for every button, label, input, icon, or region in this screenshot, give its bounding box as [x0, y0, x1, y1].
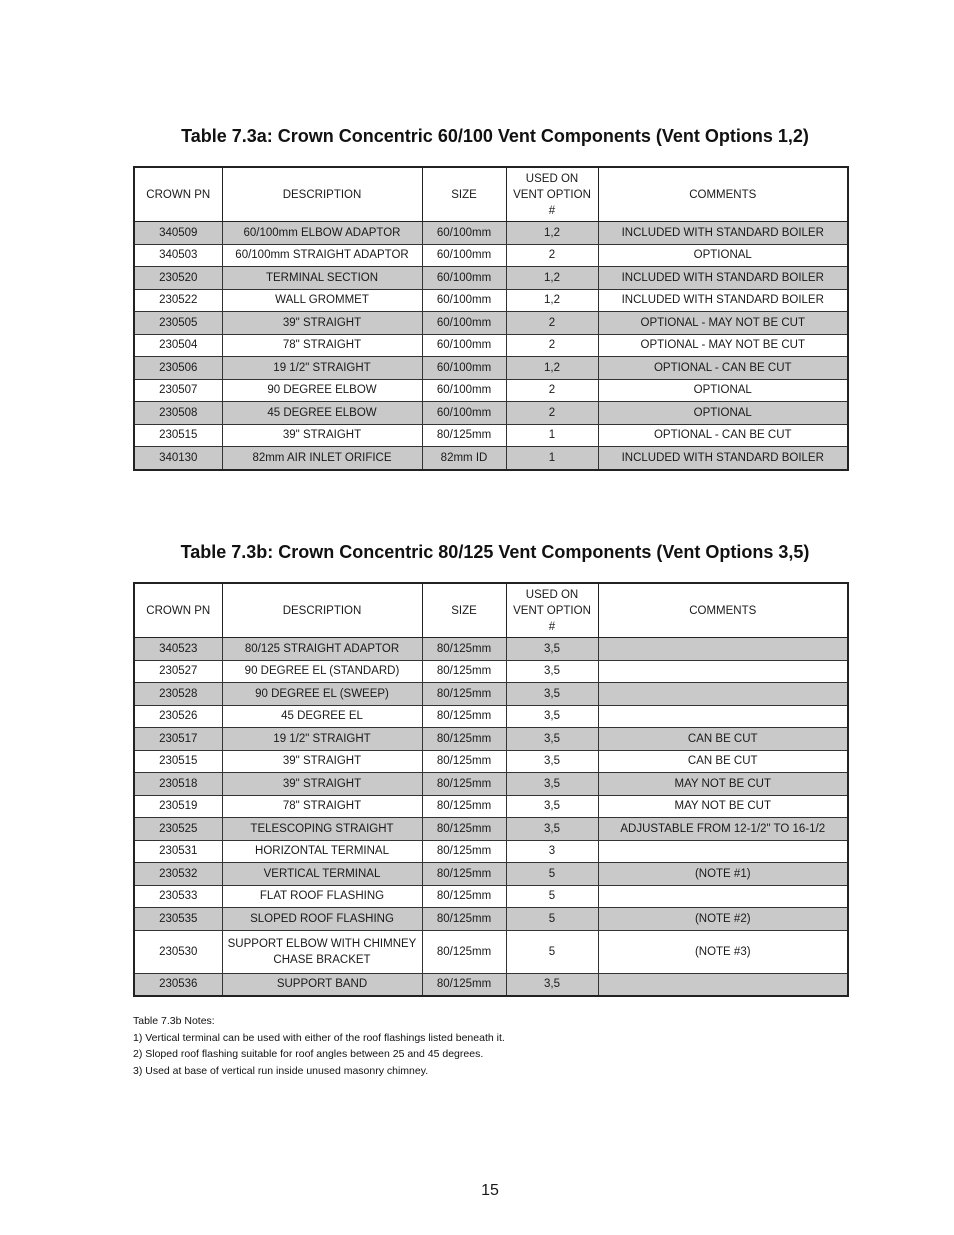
table-cell: 230525	[134, 818, 222, 841]
table-row	[134, 750, 848, 773]
table-cell	[598, 705, 848, 728]
table-cell: 39" STRAIGHT	[222, 424, 422, 447]
table-b	[133, 582, 849, 997]
table-cell: 1,2	[506, 357, 598, 380]
table-cell: 60/100mm STRAIGHT ADAPTOR	[222, 244, 422, 267]
table-cell: 60/100mm	[422, 289, 506, 312]
table-cell: 60/100mm	[422, 267, 506, 290]
table-cell: 3,5	[506, 705, 598, 728]
table-cell: CAN BE CUT	[598, 750, 848, 773]
table-cell: 2	[506, 334, 598, 357]
table-cell: 3,5	[506, 750, 598, 773]
table-cell: INCLUDED WITH STANDARD BOILER	[598, 289, 848, 312]
table-row	[134, 379, 848, 402]
table-cell: 80/125mm	[422, 863, 506, 886]
table-cell: 82mm AIR INLET ORIFICE	[222, 447, 422, 470]
table-cell: OPTIONAL - CAN BE CUT	[598, 357, 848, 380]
table-row	[134, 424, 848, 447]
table-cell: 230506	[134, 357, 222, 380]
table-row	[134, 885, 848, 908]
table-cell: 80/125mm	[422, 638, 506, 661]
table-row	[134, 973, 848, 996]
note-item: 3) Used at base of vertical run inside unused masonry chimney.	[133, 1064, 429, 1077]
table-cell: 230522	[134, 289, 222, 312]
table-cell: 90 DEGREE ELBOW	[222, 379, 422, 402]
table-cell: 45 DEGREE ELBOW	[222, 402, 422, 425]
table-cell: 230527	[134, 660, 222, 683]
table-cell: 39" STRAIGHT	[222, 750, 422, 773]
table-row	[134, 222, 848, 245]
table-cell	[598, 840, 848, 863]
table-cell: 230515	[134, 750, 222, 773]
table-cell: 5	[506, 863, 598, 886]
table-cell: 3,5	[506, 973, 598, 996]
table-cell: ADJUSTABLE FROM 12-1/2" TO 16-1/2	[598, 818, 848, 841]
table-cell: 80/125mm	[422, 750, 506, 773]
note-item: 1) Vertical terminal can be used with either of the roof flashings listed beneath it.	[133, 1031, 505, 1044]
table-row	[134, 705, 848, 728]
table-cell: 82mm ID	[422, 447, 506, 470]
table-cell: (NOTE #2)	[598, 908, 848, 931]
table-cell: CAN BE CUT	[598, 728, 848, 751]
table-b-notes	[133, 1013, 505, 1079]
table-cell: HORIZONTAL TERMINAL	[222, 840, 422, 863]
note-item: 2) Sloped roof flashing suitable for roof angles between 25 and 45 degrees.	[133, 1048, 484, 1060]
table-cell: 2	[506, 244, 598, 267]
column-header: USED ON VENT OPTION #	[506, 167, 598, 222]
table-cell: 60/100mm	[422, 357, 506, 380]
table-cell: 78" STRAIGHT	[222, 334, 422, 357]
table-cell	[598, 638, 848, 661]
table-cell: TELESCOPING STRAIGHT	[222, 818, 422, 841]
table-row	[134, 334, 848, 357]
table-cell: 230528	[134, 683, 222, 706]
table-cell	[598, 885, 848, 908]
table-cell: 60/100mm	[422, 334, 506, 357]
table-cell: 3,5	[506, 638, 598, 661]
table-cell: 60/100mm ELBOW ADAPTOR	[222, 222, 422, 245]
table-row	[134, 908, 848, 931]
table-cell: WALL GROMMET	[222, 289, 422, 312]
table-cell: 5	[506, 908, 598, 931]
table-cell: 2	[506, 312, 598, 335]
table-cell: 80/125mm	[422, 683, 506, 706]
table-cell: 80/125mm	[422, 973, 506, 996]
table-cell	[598, 660, 848, 683]
table-cell: 230535	[134, 908, 222, 931]
table-cell: 1,2	[506, 267, 598, 290]
table-cell: 230536	[134, 973, 222, 996]
table-cell: 80/125mm	[422, 773, 506, 796]
table-cell: OPTIONAL - MAY NOT BE CUT	[598, 334, 848, 357]
table-cell: 3,5	[506, 773, 598, 796]
table-cell: 1	[506, 424, 598, 447]
table-row	[134, 773, 848, 796]
table-cell	[598, 683, 848, 706]
table-cell: 90 DEGREE EL (STANDARD)	[222, 660, 422, 683]
table-cell: 80/125mm	[422, 728, 506, 751]
table-a-title: Table 7.3a: Crown Concentric 60/100 Vent Components (Vent Options 1,2)	[181, 126, 809, 146]
table-cell: 19 1/2" STRAIGHT	[222, 728, 422, 751]
table-row	[134, 289, 848, 312]
table-cell: 230507	[134, 379, 222, 402]
table-cell: INCLUDED WITH STANDARD BOILER	[598, 222, 848, 245]
table-cell: 230517	[134, 728, 222, 751]
table-row	[134, 312, 848, 335]
table-cell: 1	[506, 447, 598, 470]
table-cell: SUPPORT BAND	[222, 973, 422, 996]
table-cell: 80/125mm	[422, 885, 506, 908]
table-cell: 3,5	[506, 795, 598, 818]
table-cell: 60/100mm	[422, 312, 506, 335]
table-cell: 80/125mm	[422, 660, 506, 683]
table-cell: 60/100mm	[422, 379, 506, 402]
table-cell: INCLUDED WITH STANDARD BOILER	[598, 267, 848, 290]
column-header: DESCRIPTION	[222, 583, 422, 638]
table-cell: 230518	[134, 773, 222, 796]
table-cell: 1,2	[506, 289, 598, 312]
table-cell: MAY NOT BE CUT	[598, 773, 848, 796]
table-cell: 45 DEGREE EL	[222, 705, 422, 728]
table-cell: TERMINAL SECTION	[222, 267, 422, 290]
table-cell: 230508	[134, 402, 222, 425]
column-header: CROWN PN	[134, 583, 222, 638]
column-header: SIZE	[422, 583, 506, 638]
table-cell: 60/100mm	[422, 402, 506, 425]
table-row	[134, 357, 848, 380]
table-cell: 3	[506, 840, 598, 863]
table-cell: 80/125mm	[422, 818, 506, 841]
table-cell: 2	[506, 379, 598, 402]
table-row	[134, 638, 848, 661]
table-cell: SUPPORT ELBOW WITH CHIMNEY CHASE BRACKET	[222, 930, 422, 973]
table-row	[134, 863, 848, 886]
table-row	[134, 244, 848, 267]
table-cell: (NOTE #3)	[598, 930, 848, 973]
table-cell	[598, 973, 848, 996]
table-cell: 230505	[134, 312, 222, 335]
table-cell: (NOTE #1)	[598, 863, 848, 886]
table-cell: OPTIONAL	[598, 244, 848, 267]
column-header: SIZE	[422, 167, 506, 222]
table-cell: VERTICAL TERMINAL	[222, 863, 422, 886]
table-row	[134, 402, 848, 425]
table-cell: 80/125mm	[422, 908, 506, 931]
table-b-body	[134, 638, 848, 997]
table-row	[134, 930, 848, 973]
table-row	[134, 840, 848, 863]
notes-heading: Table 7.3b Notes:	[133, 1015, 215, 1027]
table-row	[134, 728, 848, 751]
table-cell: 80/125mm	[422, 840, 506, 863]
table-cell: 230532	[134, 863, 222, 886]
table-cell: 80/125mm	[422, 424, 506, 447]
table-cell: 19 1/2" STRAIGHT	[222, 357, 422, 380]
table-cell: 5	[506, 930, 598, 973]
table-cell: MAY NOT BE CUT	[598, 795, 848, 818]
table-cell: 78" STRAIGHT	[222, 795, 422, 818]
table-cell: INCLUDED WITH STANDARD BOILER	[598, 447, 848, 470]
table-cell: 80/125mm	[422, 795, 506, 818]
table-cell: 80/125mm	[422, 930, 506, 973]
table-cell: 2	[506, 402, 598, 425]
table-cell: 1,2	[506, 222, 598, 245]
table-cell: 230504	[134, 334, 222, 357]
table-cell: OPTIONAL	[598, 379, 848, 402]
column-header: COMMENTS	[598, 583, 848, 638]
table-row	[134, 683, 848, 706]
column-header: USED ON VENT OPTION #	[506, 583, 598, 638]
table-cell: 60/100mm	[422, 244, 506, 267]
table-cell: 39" STRAIGHT	[222, 773, 422, 796]
table-row	[134, 267, 848, 290]
table-cell: 39" STRAIGHT	[222, 312, 422, 335]
table-cell: 230526	[134, 705, 222, 728]
table-cell: SLOPED ROOF FLASHING	[222, 908, 422, 931]
table-row	[134, 447, 848, 470]
table-cell: 3,5	[506, 660, 598, 683]
table-a-body	[134, 222, 848, 470]
table-cell: 230530	[134, 930, 222, 973]
table-cell: 3,5	[506, 683, 598, 706]
table-cell: 80/125mm	[422, 705, 506, 728]
column-header: COMMENTS	[598, 167, 848, 222]
table-cell: 340130	[134, 447, 222, 470]
table-cell: 340523	[134, 638, 222, 661]
table-cell: 60/100mm	[422, 222, 506, 245]
table-cell: 90 DEGREE EL (SWEEP)	[222, 683, 422, 706]
table-row	[134, 660, 848, 683]
table-a-header-row	[134, 167, 848, 222]
table-b-header-row	[134, 583, 848, 638]
table-cell: 230519	[134, 795, 222, 818]
column-header: CROWN PN	[134, 167, 222, 222]
table-b-title: Table 7.3b: Crown Concentric 80/125 Vent Components (Vent Options 3,5)	[180, 542, 810, 562]
table-cell: 230520	[134, 267, 222, 290]
column-header: DESCRIPTION	[222, 167, 422, 222]
table-cell: 3,5	[506, 818, 598, 841]
table-cell: OPTIONAL - MAY NOT BE CUT	[598, 312, 848, 335]
table-cell: OPTIONAL - CAN BE CUT	[598, 424, 848, 447]
table-cell: 230531	[134, 840, 222, 863]
table-cell: OPTIONAL	[598, 402, 848, 425]
table-cell: 340509	[134, 222, 222, 245]
table-row	[134, 818, 848, 841]
table-cell: 230533	[134, 885, 222, 908]
table-row	[134, 795, 848, 818]
table-cell: 80/125 STRAIGHT ADAPTOR	[222, 638, 422, 661]
table-cell: 5	[506, 885, 598, 908]
table-a	[133, 166, 849, 471]
page-number: 15	[481, 1182, 499, 1199]
table-cell: 340503	[134, 244, 222, 267]
table-cell: FLAT ROOF FLASHING	[222, 885, 422, 908]
table-cell: 3,5	[506, 728, 598, 751]
table-cell: 230515	[134, 424, 222, 447]
